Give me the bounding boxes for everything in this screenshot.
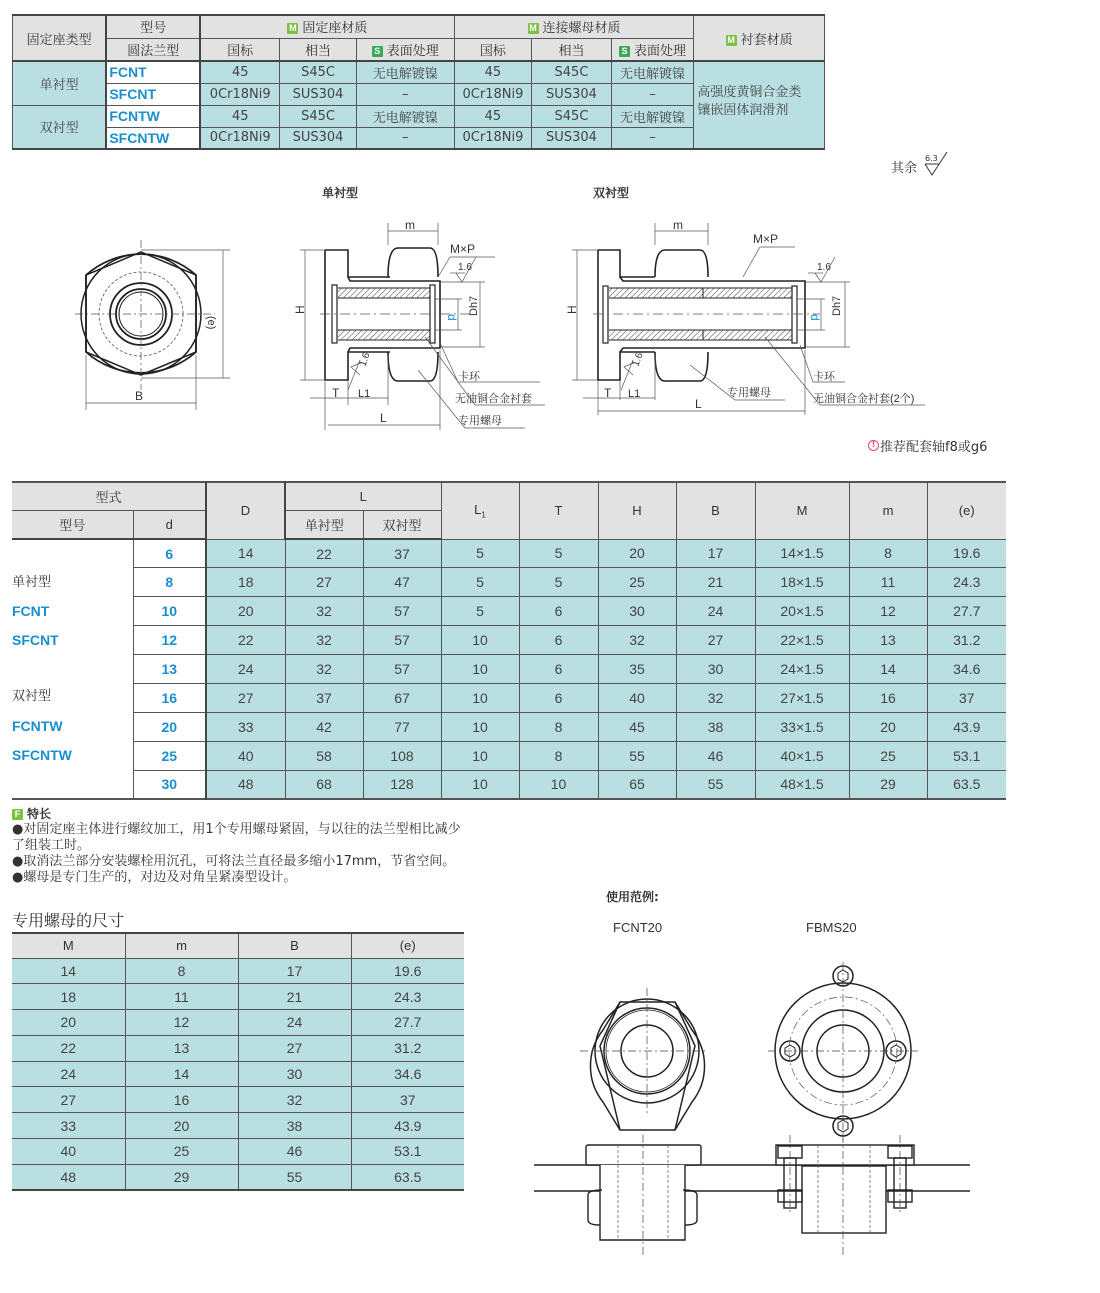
cell-T: 8 [519,741,598,770]
nut-cell: 38 [238,1113,351,1139]
seat-surface-cell: 无电解镀镍 [356,61,454,83]
svg-text:m: m [673,218,683,232]
header-L1: $L_1$ [441,482,519,539]
nut-cell: 24 [12,1061,125,1087]
svg-text:L: L [380,411,387,425]
svg-text:T: T [604,386,612,400]
svg-text:1.6: 1.6 [357,351,373,369]
nut-cell: 53.1 [351,1139,464,1165]
series-model-label [12,655,133,684]
cell-D: 24 [206,655,285,684]
cell-Ls: 58 [285,741,363,770]
svg-text:L1: L1 [358,388,371,400]
cell-D: 48 [206,770,285,799]
cell-D: 20 [206,597,285,626]
cell-Ls: 68 [285,770,363,799]
features-section [12,806,467,886]
seat-type-cell: 单衬型 [13,61,107,105]
cell-T: 8 [519,712,598,741]
material-badge-icon: M [289,23,297,34]
surface-badge-icon: S [619,46,630,57]
cell-L1: 5 [441,568,519,597]
nut-cell: 13 [125,1035,238,1061]
cell-H: 35 [598,655,676,684]
cell-M: 22×1.5 [755,626,849,655]
header-lining-material: M 衬套材质 [694,15,825,61]
header-seat-gb: 国标 [200,38,280,61]
nut-gb-cell: 0Cr18Ni9 [454,127,532,149]
header-M: M [755,482,849,539]
table-row [12,1087,464,1113]
nut-cell: 22 [12,1035,125,1061]
nut-cell: 29 [125,1164,238,1190]
svg-text:无油铜合金衬套(2个): 无油铜合金衬套(2个) [813,393,915,405]
cell-H: 30 [598,597,676,626]
svg-text:L1: L1 [628,388,641,400]
cell-B: 17 [676,539,755,568]
usage-example-drawing [520,950,1000,1290]
cell-d: 8 [133,568,206,597]
mounting-side-views [534,1145,970,1240]
header-round-flange: 圆法兰型 [106,38,200,61]
model-cell: SFCNTW [106,127,200,149]
series-model-label: SFCNTW [12,746,72,763]
series-labels [12,539,133,799]
cell-D: 40 [206,741,285,770]
header-nut-equiv: 相当 [532,38,612,61]
cell-e: 31.2 [927,626,1006,655]
cell-Ls: 22 [285,539,363,568]
roughness-note [891,152,953,180]
nut-cell: 31.2 [351,1035,464,1061]
cell-H: 55 [598,741,676,770]
nut-label: 专用螺母 [458,415,502,427]
svg-text:M×P: M×P [450,242,476,256]
nut-cell: 34.6 [351,1061,464,1087]
table-row [12,597,1006,626]
nut-equiv-cell: S45C [532,61,612,83]
feature-badge-icon: F [12,809,23,820]
cell-d: 25 [133,741,206,770]
cell-Ld: 47 [363,568,441,597]
cell-Ls: 27 [285,568,363,597]
header-L-double: 双衬型 [363,510,441,539]
shaft-note: ! 推荐配套轴f8或g6 [868,436,987,455]
cell-H: 20 [598,539,676,568]
cell-Ld: 128 [363,770,441,799]
seat-surface-cell: – [356,83,454,105]
table-row [12,626,1006,655]
nut-surface-cell: 无电解镀镍 [611,105,694,127]
cell-B: 24 [676,597,755,626]
cell-Ld: 108 [363,741,441,770]
cell-e: 37 [927,684,1006,713]
usage-title: 使用范例: [606,890,659,904]
cell-H: 45 [598,712,676,741]
nut-cell: 55 [238,1164,351,1190]
header-B: B [676,482,755,539]
svg-text:1.6: 1.6 [630,351,646,369]
fcnt20-top-view [590,999,704,1130]
usage-left-label: FCNT20 [613,920,663,935]
material-badge-icon: M [529,23,537,34]
cell-Ls: 42 [285,712,363,741]
cell-H: 40 [598,684,676,713]
cell-e: 34.6 [927,655,1006,684]
nut-gb-cell: 45 [454,61,532,83]
nut-cell: 30 [238,1061,351,1087]
cell-Ls: 37 [285,684,363,713]
cell-e: 53.1 [927,741,1006,770]
cell-M: 48×1.5 [755,770,849,799]
nut-cell: 8 [125,958,238,984]
cell-m: 20 [849,712,927,741]
cell-T: 5 [519,568,598,597]
cell-T: 6 [519,597,598,626]
nut-surface-cell: – [611,83,694,105]
cell-e: 24.3 [927,568,1006,597]
cell-d: 30 [133,770,206,799]
cell-T: 5 [519,539,598,568]
nut-cell: 27 [238,1035,351,1061]
lining-material-cell: 高强度黄铜合金类 镶嵌固体润滑剂 [694,61,825,149]
table-row [12,1010,464,1036]
header-D: D [206,482,285,539]
cell-d: 13 [133,655,206,684]
snap-ring-label: 卡环 [458,371,480,383]
cell-L1: 10 [441,770,519,799]
svg-text:H: H [565,305,579,314]
table-row [12,1035,464,1061]
cell-e: 27.7 [927,597,1006,626]
nut-cell: 43.9 [351,1113,464,1139]
header-L-single: 单衬型 [285,510,363,539]
table-row [12,1139,464,1165]
feature-item: ●对固定座主体进行螺纹加工，用1个专用螺母紧固，与以往的法兰型相比减少了组装工时。 [12,822,461,853]
cell-Ld: 57 [363,597,441,626]
cell-Ld: 37 [363,539,441,568]
header-H: H [598,482,676,539]
nut-cell: 19.6 [351,958,464,984]
bushing-label: 无油铜合金衬套 [455,393,532,405]
seat-type-cell: 双衬型 [13,105,107,149]
cell-L1: 10 [441,626,519,655]
seat-surface-cell: – [356,127,454,149]
nut-header-M: M [12,933,125,958]
cell-m: 25 [849,741,927,770]
nut-cell: 27 [12,1087,125,1113]
cell-M: 40×1.5 [755,741,849,770]
svg-text:L: L [695,397,702,411]
cell-M: 27×1.5 [755,684,849,713]
header-L: L [285,482,441,510]
cell-Ls: 32 [285,655,363,684]
table-row [12,741,1006,770]
cell-D: 18 [206,568,285,597]
nut-gb-cell: 45 [454,105,532,127]
dimension-table [12,481,1006,800]
nut-gb-cell: 0Cr18Ni9 [454,83,532,105]
cell-M: 18×1.5 [755,568,849,597]
cell-Ld: 67 [363,684,441,713]
nut-cell: 37 [351,1087,464,1113]
cell-e: 19.6 [927,539,1006,568]
nut-dimension-table [12,932,464,1191]
nut-surface-cell: – [611,127,694,149]
cell-L1: 5 [441,597,519,626]
nut-cell: 40 [12,1139,125,1165]
cell-D: 22 [206,626,285,655]
cell-Ld: 57 [363,626,441,655]
cell-m: 14 [849,655,927,684]
header-seat-surface: S 表面处理 [356,38,454,61]
cell-d: 20 [133,712,206,741]
svg-text:d: d [445,314,459,321]
table-row [12,958,464,984]
cell-H: 32 [598,626,676,655]
cell-D: 33 [206,712,285,741]
cell-D: 14 [206,539,285,568]
table-row [12,684,1006,713]
dim-label-B: B [135,389,144,403]
nut-cell: 33 [12,1113,125,1139]
cell-M: 33×1.5 [755,712,849,741]
nut-cell: 17 [238,958,351,984]
model-cell: SFCNT [106,83,200,105]
cell-B: 46 [676,741,755,770]
cell-e: 43.9 [927,712,1006,741]
cell-L1: 10 [441,712,519,741]
double-side-view-drawing [555,215,935,415]
series-group-label: 双衬型 [12,689,52,705]
model-cell: FCNT [106,61,200,83]
cell-L1: 10 [441,741,519,770]
cell-M: 24×1.5 [755,655,849,684]
nut-header-e: (e) [351,933,464,958]
front-view-drawing [60,220,240,420]
seat-equiv-cell: S45C [280,105,357,127]
header-nut-material: M 连接螺母材质 [454,15,694,38]
table-row [12,1113,464,1139]
svg-text:Dh7: Dh7 [468,295,480,316]
surface-badge-icon: S [372,46,383,57]
header-seat-type: 固定座类型 [13,15,107,61]
nut-cell: 46 [238,1139,351,1165]
svg-text:T: T [332,386,340,400]
nut-cell: 12 [125,1010,238,1036]
nut-cell: 24.3 [351,984,464,1010]
nut-cell: 32 [238,1087,351,1113]
svg-text:专用螺母: 专用螺母 [727,387,771,399]
series-model-label [12,770,133,799]
nut-equiv-cell: S45C [532,105,612,127]
cell-B: 32 [676,684,755,713]
table-row [12,655,1006,684]
header-nut-surface: S 表面处理 [611,38,694,61]
table-row [12,539,1006,568]
cell-m: 13 [849,626,927,655]
cell-L1: 10 [441,684,519,713]
svg-text:M×P: M×P [753,232,779,246]
svg-text:H: H [293,305,307,314]
seat-gb-cell: 45 [200,105,280,127]
series-model-label [12,540,133,569]
nut-header-B: B [238,933,351,958]
cell-d: 6 [133,539,206,568]
nut-cell: 63.5 [351,1164,464,1190]
nut-surface-cell: 无电解镀镍 [611,61,694,83]
cell-B: 27 [676,626,755,655]
material-badge-icon: M [727,34,735,45]
table-row [12,984,464,1010]
cell-B: 30 [676,655,755,684]
roughness-label: 其余 [891,160,918,176]
cell-d: 16 [133,684,206,713]
svg-text:1.6: 1.6 [817,262,831,273]
header-T: T [519,482,598,539]
roughness-symbol-icon [923,152,953,180]
bushing-hatch [338,288,430,298]
seat-surface-cell: 无电解镀镍 [356,105,454,127]
svg-text:d: d [808,314,822,321]
warning-icon: ! [868,440,879,451]
nut-table-title: 专用螺母的尺寸 [12,911,125,930]
nut-cell: 48 [12,1164,125,1190]
series-model-label: FCNT [12,603,50,620]
svg-text:m: m [405,218,415,232]
seat-equiv-cell: SUS304 [280,83,357,105]
header-form: 型式 [12,482,206,510]
single-type-title: 单衬型 [322,186,359,200]
cell-d: 10 [133,597,206,626]
table-row [12,568,1006,597]
table-row [12,1164,464,1190]
cell-H: 65 [598,770,676,799]
cell-T: 6 [519,655,598,684]
table-row [12,770,1006,799]
svg-text:卡环: 卡环 [813,371,835,383]
svg-text:Dh7: Dh7 [831,295,843,316]
cell-d: 12 [133,626,206,655]
cell-L1: 5 [441,539,519,568]
seat-equiv-cell: SUS304 [280,127,357,149]
cell-m: 12 [849,597,927,626]
cell-M: 14×1.5 [755,539,849,568]
cell-e: 63.5 [927,770,1006,799]
feature-item: ●螺母是专门生产的，对边及对角呈紧凑型设计。 [12,870,297,885]
table-row [12,1061,464,1087]
nut-cell: 27.7 [351,1010,464,1036]
cell-Ld: 57 [363,655,441,684]
header-model: 型号 [12,510,133,539]
header-d: d [133,510,206,539]
cell-m: 8 [849,539,927,568]
table-row [12,712,1006,741]
cell-m: 11 [849,568,927,597]
cell-D: 27 [206,684,285,713]
nut-equiv-cell: SUS304 [532,83,612,105]
header-m: m [849,482,927,539]
nut-cell: 16 [125,1087,238,1113]
single-side-view-drawing [290,215,555,430]
cell-H: 25 [598,568,676,597]
nut-cell: 25 [125,1139,238,1165]
nut-cell: 18 [12,984,125,1010]
svg-text:1.6: 1.6 [458,262,472,273]
cell-m: 16 [849,684,927,713]
series-group-label: 单衬型 [12,574,52,590]
cell-m: 29 [849,770,927,799]
seat-gb-cell: 0Cr18Ni9 [200,127,280,149]
header-nut-gb: 国标 [454,38,532,61]
material-table [12,14,825,150]
model-cell: FCNTW [106,105,200,127]
nut-cell: 14 [12,958,125,984]
cell-Ls: 32 [285,597,363,626]
header-model: 型号 [106,15,200,38]
series-model-label: FCNTW [12,718,63,735]
cell-B: 38 [676,712,755,741]
usage-right-label: FBMS20 [806,920,857,935]
cell-T: 6 [519,626,598,655]
cell-B: 21 [676,568,755,597]
seat-gb-cell: 45 [200,61,280,83]
cell-Ls: 32 [285,626,363,655]
nut-cell: 21 [238,984,351,1010]
nut-cell: 11 [125,984,238,1010]
seat-gb-cell: 0Cr18Ni9 [200,83,280,105]
nut-cell: 14 [125,1061,238,1087]
svg-text:6.3: 6.3 [925,154,938,163]
dim-label-e: (e) [205,316,217,330]
nut-header-m: m [125,933,238,958]
cell-M: 20×1.5 [755,597,849,626]
nut-equiv-cell: SUS304 [532,127,612,149]
cell-Ld: 77 [363,712,441,741]
feature-item: ●取消法兰部分安装螺栓用沉孔，可将法兰直径最多缩小17mm，节省空间。 [12,854,456,869]
header-seat-material: M 固定座材质 [200,15,454,38]
nut-cell: 24 [238,1010,351,1036]
nut-cell: 20 [125,1113,238,1139]
header-seat-equiv: 相当 [280,38,357,61]
cell-T: 10 [519,770,598,799]
cell-L1: 10 [441,655,519,684]
cell-B: 55 [676,770,755,799]
series-model-label: SFCNT [12,632,59,649]
nut-cell: 20 [12,1010,125,1036]
features-title: F 特长 [12,806,467,822]
cell-T: 6 [519,684,598,713]
seat-equiv-cell: S45C [280,61,357,83]
header-e: (e) [927,482,1006,539]
table-row [13,61,825,83]
double-type-title: 双衬型 [593,186,630,200]
